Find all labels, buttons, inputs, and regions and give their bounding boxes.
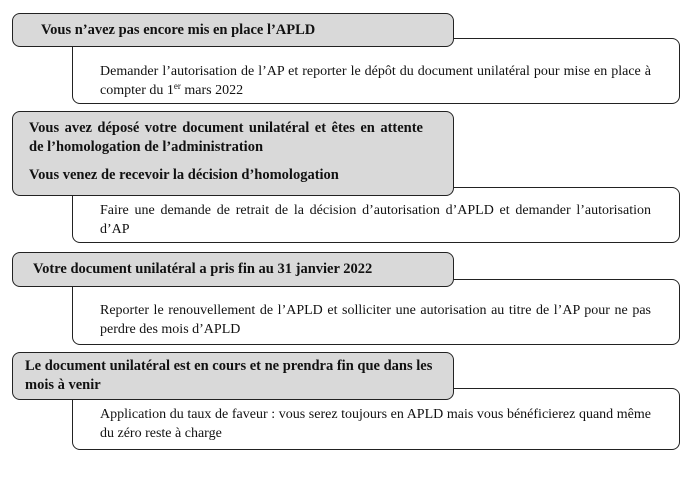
condition-box-4 bbox=[12, 352, 454, 400]
condition-box-3 bbox=[12, 252, 454, 287]
action-text: Application du taux de faveur : vous serez toujours en APLD mais vous bénéficierez quand même du zéro reste à charge bbox=[100, 407, 651, 441]
condition-box-1 bbox=[12, 13, 454, 47]
condition-text: Votre document unilatéral a pris fin au 31 janvier 2022 bbox=[33, 261, 373, 277]
action-text: Demander l’autorisation de l’AP et reporter le dépôt du document unilatéral pour mise en place à compter du 1er mars 2022 bbox=[100, 64, 651, 98]
condition-text: Vous avez déposé votre document unilatéral et êtes en attente de l’homologation de l’administration bbox=[29, 120, 423, 155]
action-box-1 bbox=[72, 38, 680, 104]
condition-text-secondary: Vous venez de recevoir la décision d’homologation bbox=[29, 167, 339, 183]
action-text: Faire une demande de retrait de la décision d’autorisation d’APLD et demander l’autorisation d’AP bbox=[100, 203, 651, 237]
action-box-3 bbox=[72, 279, 680, 345]
action-text: Reporter le renouvellement de l’APLD et solliciter une autorisation au titre de l’AP pour ne pas perdre des mois d’APLD bbox=[100, 303, 651, 337]
condition-text: Vous n’avez pas encore mis en place l’APLD bbox=[41, 22, 316, 38]
superscript: er bbox=[173, 81, 181, 91]
condition-box-2 bbox=[12, 111, 454, 196]
condition-text: Le document unilatéral est en cours et ne prendra fin que dans les mois à venir bbox=[25, 358, 433, 393]
